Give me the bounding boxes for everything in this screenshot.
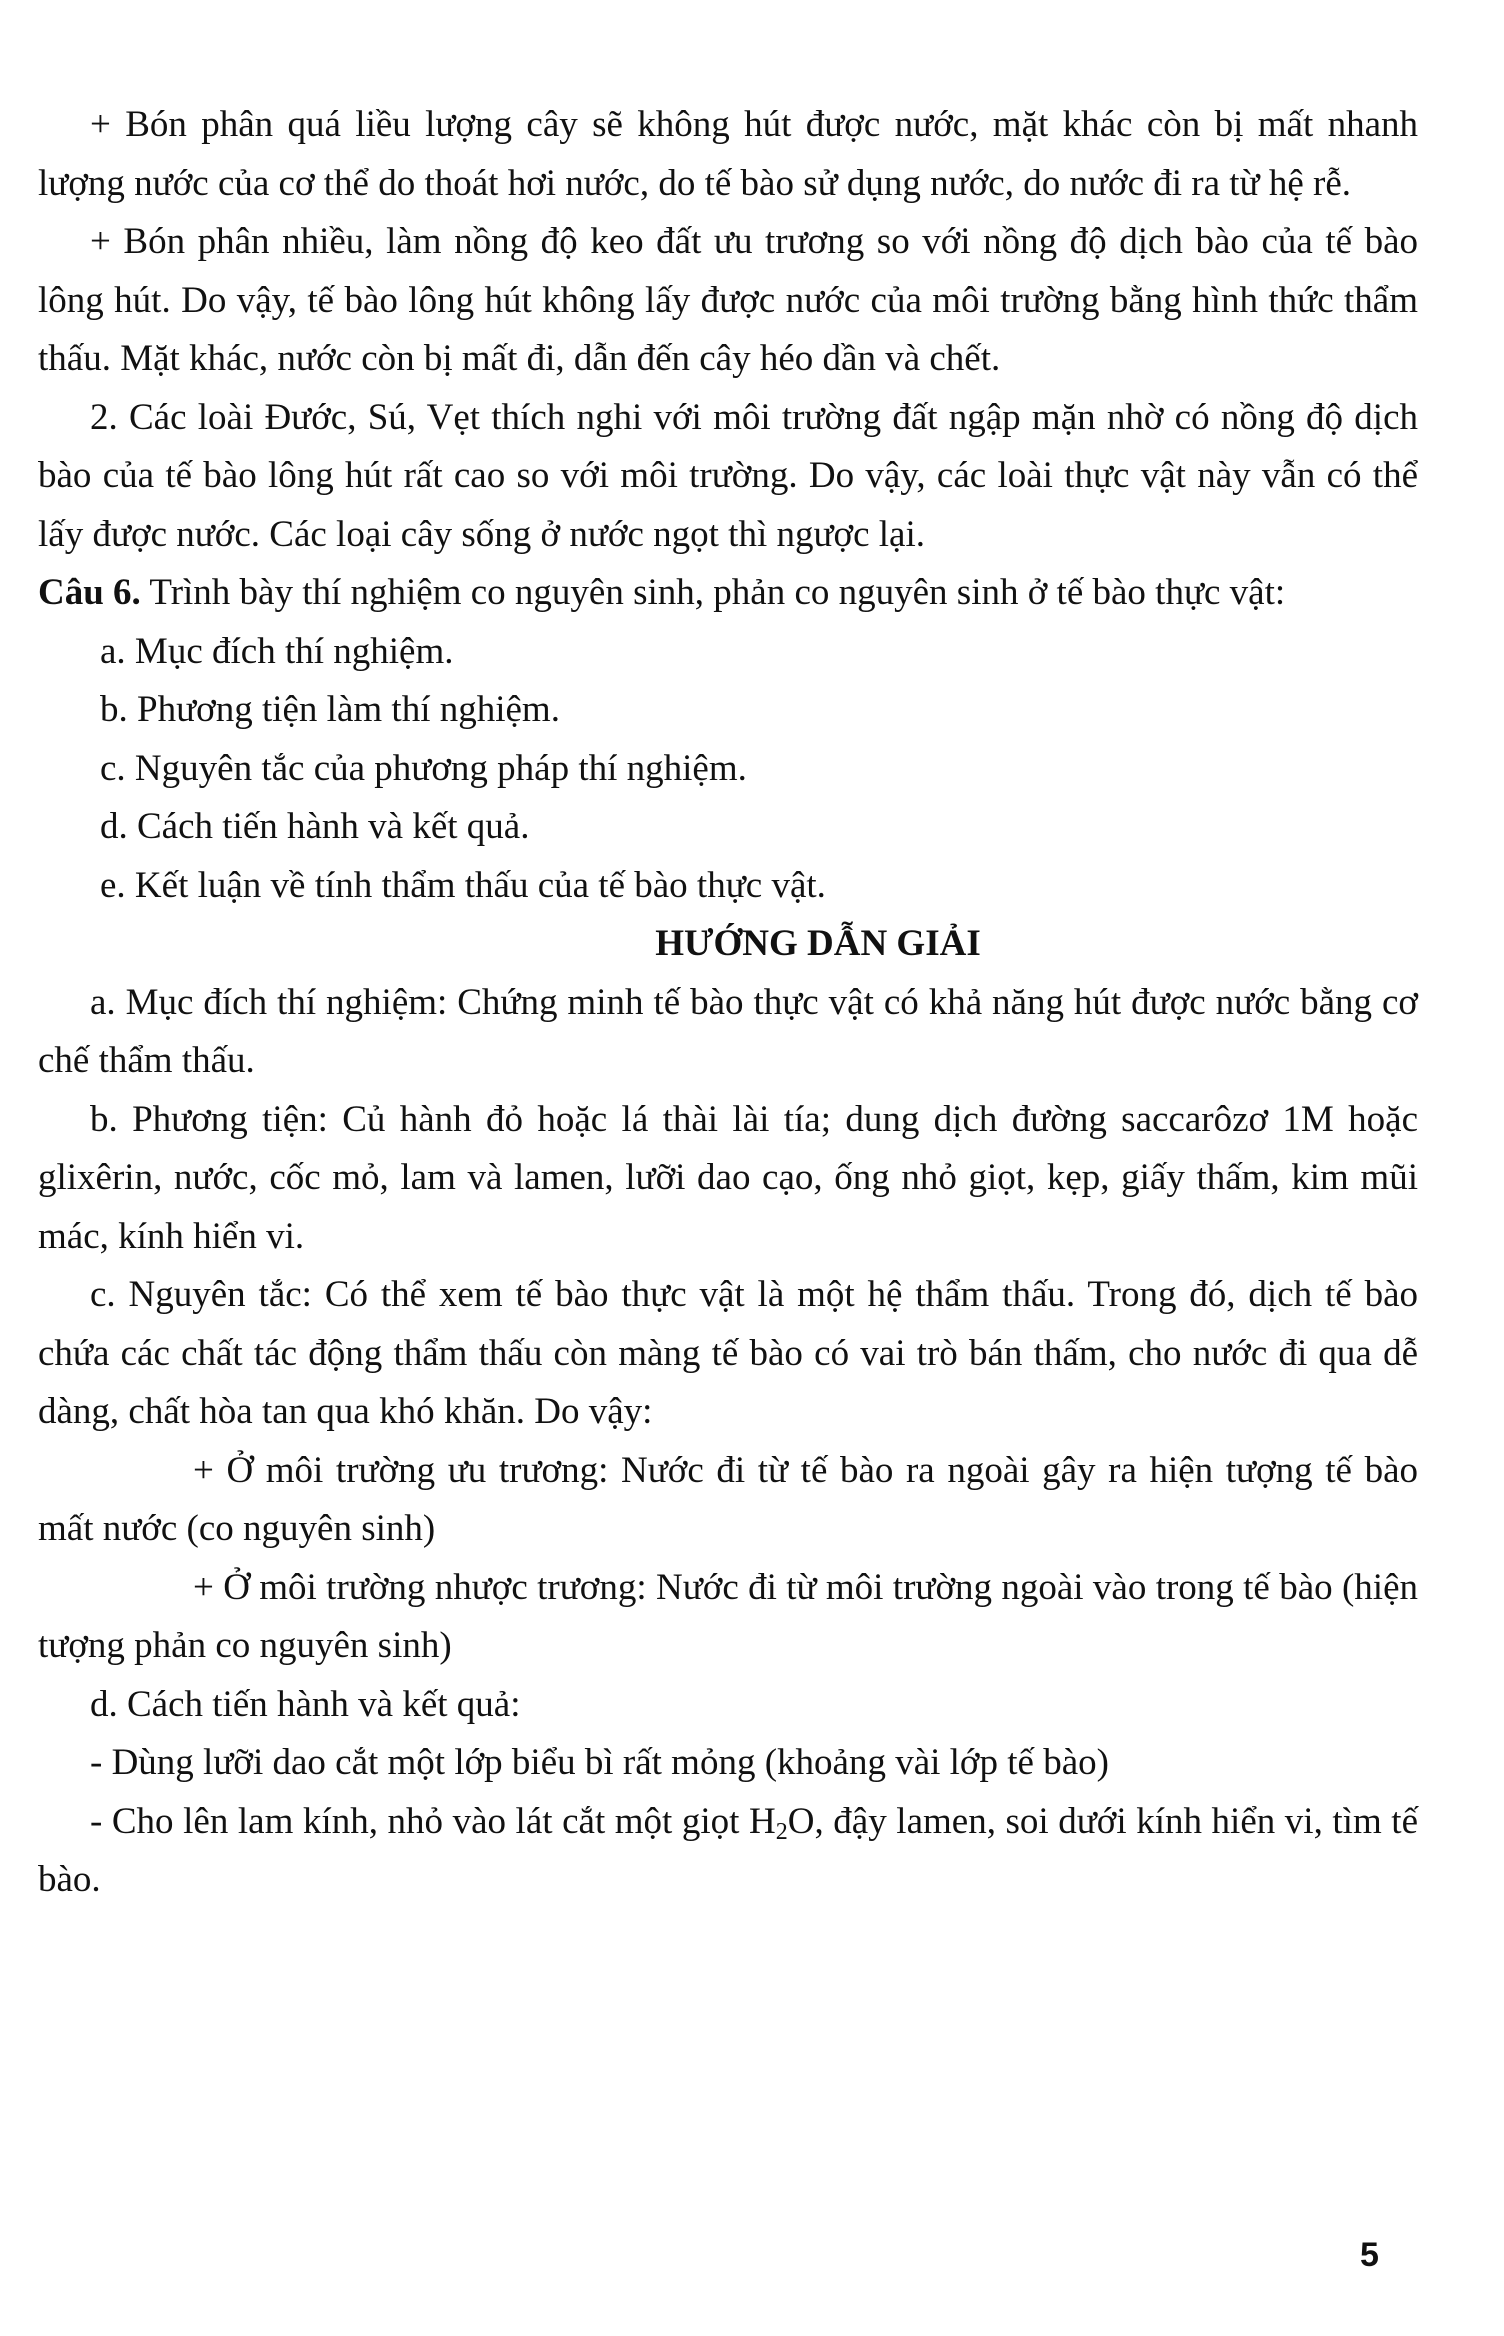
water-subscript: 2: [775, 1818, 788, 1845]
guide-a: a. Mục đích thí nghiệm: Chứng minh tế bào thực vật có khả năng hút được nước bằng cơ chế thẩm thấu.: [38, 981, 1418, 1081]
question-item-e: e. Kết luận về tính thẩm thấu của tế bào thực vật.: [100, 864, 826, 906]
paragraph-fertilizer-excess: + Bón phân nhiều, làm nồng độ keo đất ưu trương so với nồng độ dịch bào của tế bào lông hút. Do vậy, tế bào lông hút không lấy được nước của môi trường bằng hình thức thẩm thấu. Mặt khác, nước còn bị mất đi, dẫn đến cây héo dần và chết.: [38, 221, 1418, 379]
guide-heading: HƯỚNG DẪN GIẢI: [655, 923, 981, 964]
question-label: Câu 6.: [38, 572, 141, 613]
guide-c: c. Nguyên tắc: Có thể xem tế bào thực vật là một hệ thẩm thấu. Trong đó, dịch tế bào chứa các chất tác động thẩm thấu còn màng tế bào có vai trò bán thấm, cho nước đi qua dễ dàng, chất hòa tan qua khó khăn. Do vậy:: [38, 1274, 1418, 1432]
question-item-d: d. Cách tiến hành và kết quả.: [100, 806, 530, 847]
guide-c-hypotonic: + Ở môi trường nhược trương: Nước đi từ môi trường ngoài vào trong tế bào (hiện tượng phản co nguyên sinh): [38, 1566, 1418, 1666]
question-6: [38, 564, 1418, 623]
question-item-a: a. Mục đích thí nghiệm.: [100, 630, 454, 672]
page-number: 5: [1360, 2236, 1379, 2274]
question-item-b: b. Phương tiện làm thí nghiệm.: [100, 689, 560, 730]
question-item-c: c. Nguyên tắc của phương pháp thí nghiệm.: [100, 747, 747, 789]
guide-d-step-1: - Dùng lưỡi dao cắt một lớp biểu bì rất mỏng (khoảng vài lớp tế bào): [90, 1742, 1109, 1783]
paragraph-fertilizer-overdose: + Bón phân quá liều lượng cây sẽ không hút được nước, mặt khác còn bị mất nhanh lượng nước của cơ thể do thoát hơi nước, do tế bào sử dụng nước, do nước đi ra từ hệ rễ.: [38, 104, 1418, 204]
step-2-text-start: - Cho lên lam kính, nhỏ vào lát cắt một giọt H: [90, 1800, 776, 1842]
guide-d: d. Cách tiến hành và kết quả:: [90, 1683, 521, 1725]
step-2-text-end: O, đậy lamen, soi dưới kính hiển vi, tìm tế bào.: [38, 1800, 1418, 1900]
guide-d-step-2: [38, 1793, 1418, 1910]
page-content: [38, 96, 1418, 1910]
paragraph-mangrove-adaptation: 2. Các loài Đước, Sú, Vẹt thích nghi với môi trường đất ngập mặn nhờ có nồng độ dịch bào của tế bào lông hút rất cao so với môi trường. Do vậy, các loài thực vật này vẫn có thể lấy được nước. Các loại cây sống ở nước ngọt thì ngược lại.: [38, 396, 1418, 555]
question-text: Trình bày thí nghiệm co nguyên sinh, phản co nguyên sinh ở tế bào thực vật:: [140, 572, 1286, 613]
guide-c-hypertonic: + Ở môi trường ưu trương: Nước đi từ tế bào ra ngoài gây ra hiện tượng tế bào mất nước (co nguyên sinh): [38, 1449, 1418, 1549]
guide-b: b. Phương tiện: Củ hành đỏ hoặc lá thài lài tía; dung dịch đường saccarôzơ 1M hoặc glixêrin, nước, cốc mỏ, lam và lamen, lưỡi dao cạo, ống nhỏ giọt, kẹp, giấy thấm, kim mũi mác, kính hiển vi.: [38, 1098, 1418, 1257]
